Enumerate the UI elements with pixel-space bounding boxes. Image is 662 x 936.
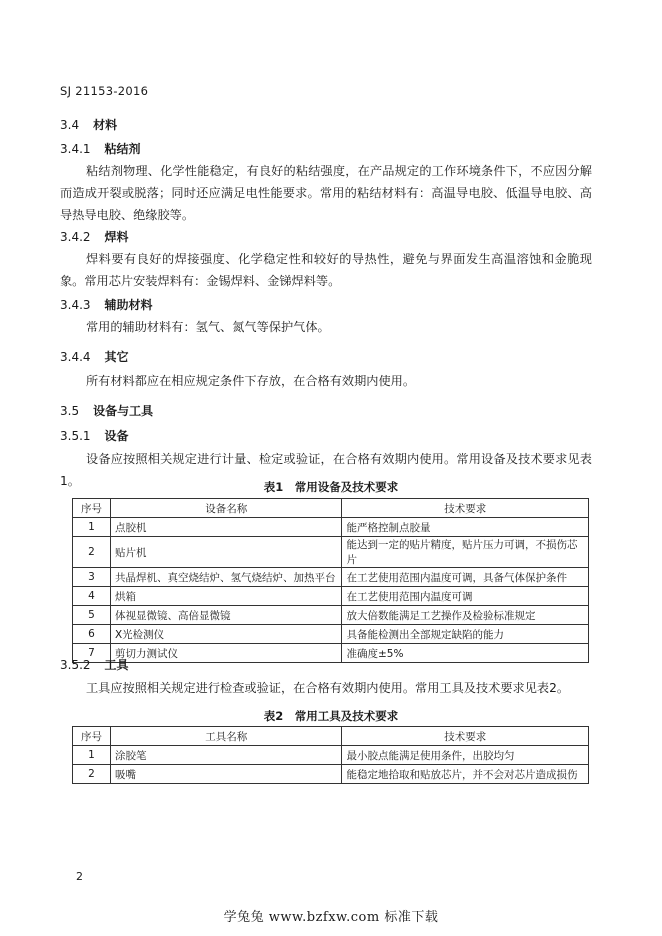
table-row — [73, 765, 589, 784]
row-number-cell: 2 — [73, 537, 111, 568]
section-title: 设备 — [104, 429, 129, 443]
name-cell: 涂胶笔 — [110, 746, 342, 765]
requirement-cell: 具备能检测出全部规定缺陷的能力 — [342, 625, 589, 644]
section-3-4-3-text: 常用的辅助材料有：氢气、氮气等保护气体。 — [86, 320, 330, 334]
row-number-cell: 2 — [73, 765, 111, 784]
section-3-4-4-text: 所有材料都应在相应规定条件下存放，在合格有效期内使用。 — [86, 374, 416, 388]
requirement-cell: 最小胶点能满足使用条件，出胶均匀 — [342, 746, 589, 765]
name-cell: 剪切力测试仪 — [110, 644, 342, 663]
table-2 — [72, 726, 589, 784]
section-3-4-3-heading — [60, 296, 153, 313]
name-cell: 吸嘴 — [110, 765, 342, 784]
section-3-5-heading — [60, 402, 153, 419]
table-row — [73, 625, 589, 644]
row-number-cell: 1 — [73, 518, 111, 537]
requirement-cell: 在工艺使用范围内温度可调，具备气体保护条件 — [342, 568, 589, 587]
section-3-5-1-heading — [60, 427, 129, 444]
section-title: 设备与工具 — [93, 404, 154, 418]
name-cell: 共晶焊机、真空烧结炉、氢气烧结炉、加热平台 — [110, 568, 342, 587]
column-header: 技术要求 — [342, 499, 589, 518]
section-title: 焊料 — [104, 230, 129, 244]
table-row — [73, 606, 589, 625]
name-cell: 烘箱 — [110, 587, 342, 606]
column-header: 设备名称 — [110, 499, 342, 518]
footer-watermark: 学兔兔 www.bzfxw.com 标准下载 — [223, 910, 439, 925]
name-cell: 体视显微镜、高倍显微镜 — [110, 606, 342, 625]
section-3-4-heading — [60, 116, 117, 133]
section-number: 3.4.3 — [60, 298, 91, 312]
table-header-row — [73, 499, 589, 518]
requirement-cell: 在工艺使用范围内温度可调 — [342, 587, 589, 606]
table-1-caption: 表1 常用设备及技术要求 — [263, 480, 399, 494]
row-number-cell: 7 — [73, 644, 111, 663]
section-number: 3.5 — [60, 404, 80, 418]
section-number: 3.4.1 — [60, 142, 91, 156]
section-number: 3.4 — [60, 118, 80, 132]
requirement-cell: 放大倍数能满足工艺操作及检验标准规定 — [342, 606, 589, 625]
column-header: 工具名称 — [110, 727, 342, 746]
section-title: 其它 — [104, 350, 129, 364]
table-2-caption: 表2 常用工具及技术要求 — [263, 709, 399, 723]
table-row — [73, 518, 589, 537]
table-1 — [72, 498, 589, 663]
section-3-5-2-text: 工具应按照相关规定进行检查或验证，在合格有效期内使用。常用工具及技术要求见表2。 — [86, 681, 570, 695]
section-title: 工具 — [104, 658, 129, 672]
column-header: 技术要求 — [342, 727, 589, 746]
name-cell: 贴片机 — [110, 537, 342, 568]
row-number-cell: 3 — [73, 568, 111, 587]
section-3-4-1-text: 粘结剂物理、化学性能稳定，有良好的粘结强度，在产品规定的工作环境条件下，不应因分解而造成开裂或脱落；同时还应满足电性能要求。常用的粘结材料有：高温导电胶、低温导电胶、高导热导电胶、绝缘胶等。 — [60, 164, 592, 222]
section-number: 3.4.2 — [60, 230, 91, 244]
table-row — [73, 746, 589, 765]
requirement-cell: 能达到一定的贴片精度，贴片压力可调，不损伤芯片 — [342, 537, 589, 568]
row-number-cell: 6 — [73, 625, 111, 644]
section-3-4-2-text: 焊料要有良好的焊接强度、化学稳定性和较好的导热性，避免与界面发生高温溶蚀和金脆现象。常用芯片安装焊料有：金锡焊料、金锑焊料等。 — [60, 252, 592, 288]
name-cell: 点胶机 — [110, 518, 342, 537]
requirement-cell: 能稳定地拾取和贴放芯片，并不会对芯片造成损伤 — [342, 765, 589, 784]
section-title: 辅助材料 — [104, 298, 153, 312]
section-3-4-4-heading — [60, 348, 129, 365]
table-row — [73, 537, 589, 568]
table-header-row — [73, 727, 589, 746]
section-3-4-2-heading — [60, 228, 129, 245]
column-header: 序号 — [73, 499, 111, 518]
name-cell: X光检测仪 — [110, 625, 342, 644]
page-number: 2 — [76, 870, 83, 883]
section-title: 粘结剂 — [104, 142, 141, 156]
document-header: SJ 21153-2016 — [60, 84, 149, 98]
section-3-4-1-heading — [60, 140, 141, 157]
section-3-5-1-text: 设备应按照相关规定进行计量、检定或验证，在合格有效期内使用。常用设备及技术要求见表1。 — [60, 452, 592, 488]
row-number-cell: 5 — [73, 606, 111, 625]
row-number-cell: 1 — [73, 746, 111, 765]
table-row — [73, 568, 589, 587]
column-header: 序号 — [73, 727, 111, 746]
section-number: 3.4.4 — [60, 350, 91, 364]
table-row — [73, 587, 589, 606]
section-number: 3.5.1 — [60, 429, 91, 443]
section-number: 3.5.2 — [60, 658, 91, 672]
table-row — [73, 644, 589, 663]
section-3-5-2-heading — [60, 656, 129, 673]
requirement-cell: 准确度±5% — [342, 644, 589, 663]
row-number-cell: 4 — [73, 587, 111, 606]
section-title: 材料 — [93, 118, 118, 132]
requirement-cell: 能严格控制点胶量 — [342, 518, 589, 537]
